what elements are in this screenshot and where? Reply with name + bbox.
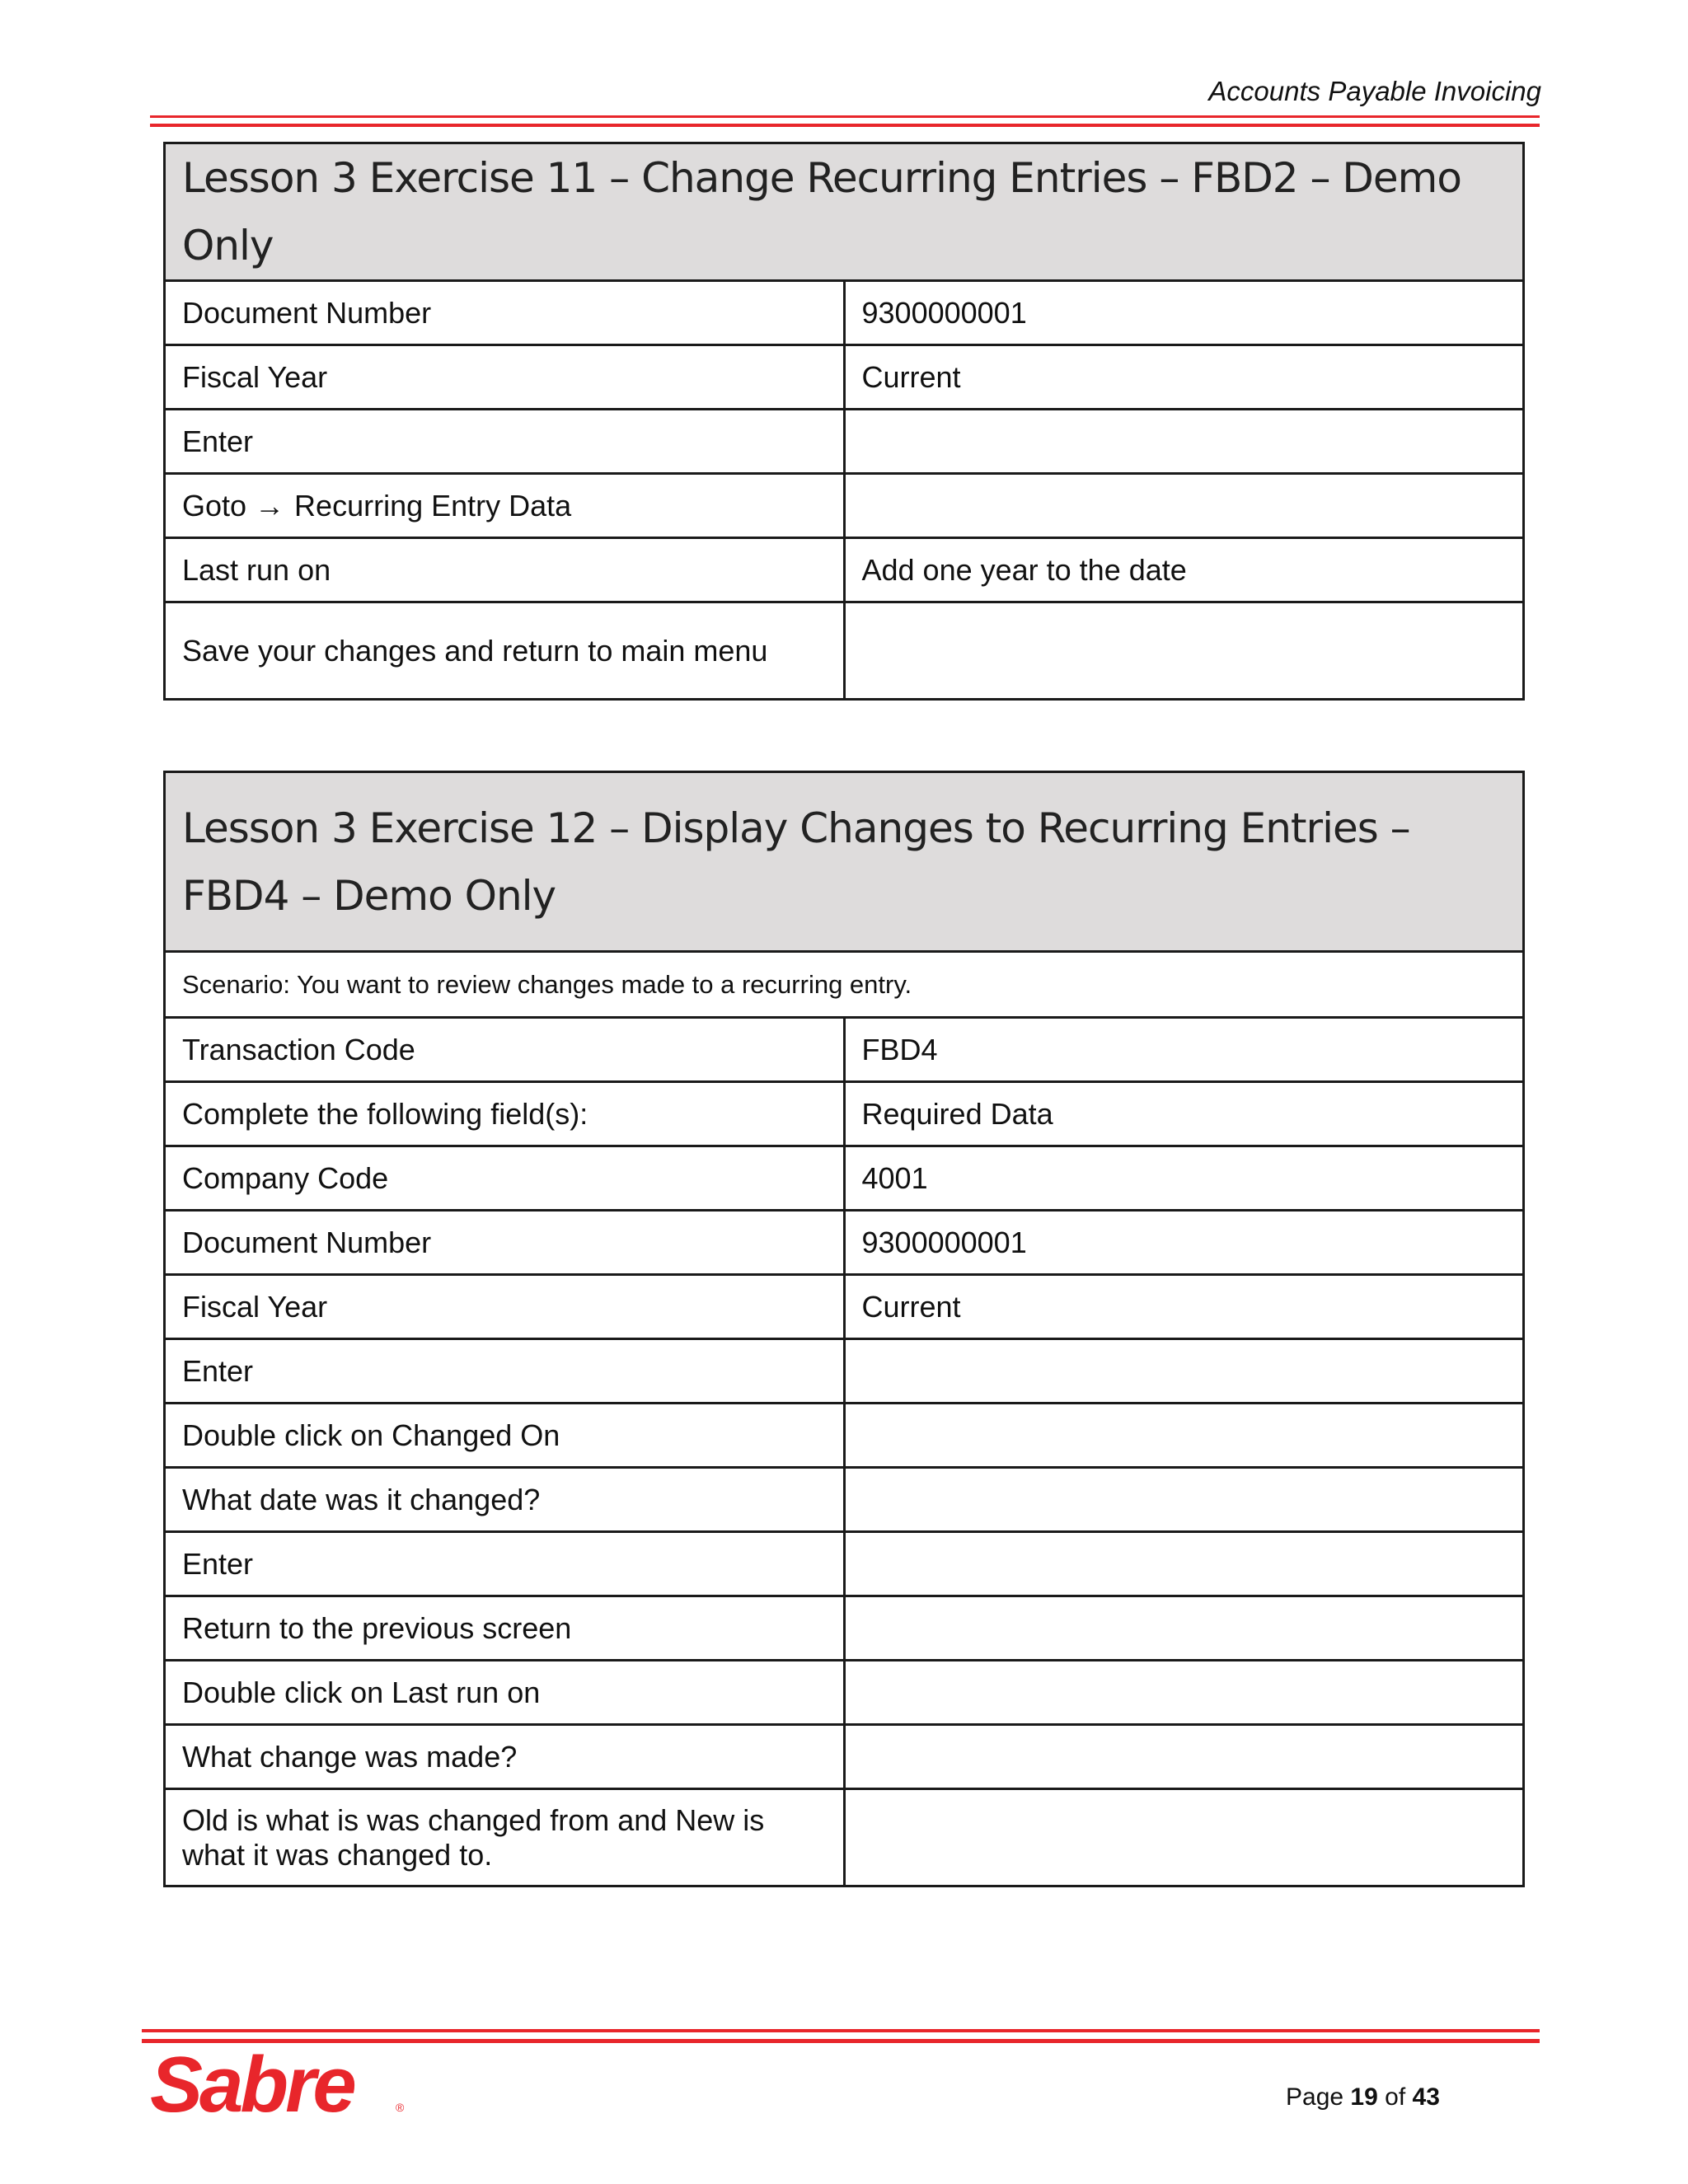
table-row [165, 1532, 1524, 1596]
row-value [844, 474, 1524, 538]
row-value: 9300000001 [844, 1211, 1524, 1275]
table-row [165, 1018, 1524, 1082]
row-value [844, 1725, 1524, 1789]
row-label: What change was made? [165, 1725, 845, 1789]
table-row [165, 1596, 1524, 1661]
row-value: Add one year to the date [844, 538, 1524, 602]
row-label: Enter [165, 1339, 845, 1404]
table-row [165, 1725, 1524, 1789]
table-row [165, 281, 1524, 345]
row-label: Fiscal Year [165, 345, 845, 410]
row-label: Enter [165, 410, 845, 474]
row-label: Transaction Code [165, 1018, 845, 1082]
row-value: Current [844, 1275, 1524, 1339]
of-label: of [1385, 2083, 1406, 2111]
row-label: Last run on [165, 538, 845, 602]
row-value [844, 1596, 1524, 1661]
row-label: Double click on Changed On [165, 1404, 845, 1468]
table-row [165, 1404, 1524, 1468]
row-label-goto [165, 474, 845, 538]
exercise-12-title: Lesson 3 Exercise 12 – Display Changes to Recurring Entries – FBD4 – Demo Only [165, 772, 1524, 952]
row-label: Save your changes and return to main menu [165, 602, 845, 700]
row-label: Return to the previous screen [165, 1596, 845, 1661]
row-value: 9300000001 [844, 281, 1524, 345]
row-value [844, 1404, 1524, 1468]
row-value: Required Data [844, 1082, 1524, 1146]
row-label: Document Number [165, 1211, 845, 1275]
row-value [844, 1661, 1524, 1725]
row-value: 4001 [844, 1146, 1524, 1211]
table-row [165, 1082, 1524, 1146]
table-row [165, 1468, 1524, 1532]
table-row [165, 1789, 1524, 1886]
row-label: Company Code [165, 1146, 845, 1211]
row-value: FBD4 [844, 1018, 1524, 1082]
arrow-right-icon: → [255, 488, 285, 523]
page-number [1286, 2083, 1440, 2111]
page-label: Page [1286, 2083, 1344, 2111]
header-rule-bottom [150, 124, 1540, 127]
row-label: Old is what is was changed from and New is what it was changed to. [165, 1789, 845, 1886]
exercise-12-table [163, 771, 1525, 1887]
registered-mark-icon: ® [396, 2101, 405, 2114]
goto-text: Goto [182, 488, 247, 523]
row-label: Enter [165, 1532, 845, 1596]
table-row [165, 410, 1524, 474]
table-row [165, 1211, 1524, 1275]
table-row [165, 1661, 1524, 1725]
current-page: 19 [1350, 2083, 1378, 2111]
header-rule-top [150, 115, 1540, 118]
row-label: Fiscal Year [165, 1275, 845, 1339]
row-label: What date was it changed? [165, 1468, 845, 1532]
row-value [844, 1532, 1524, 1596]
total-pages: 43 [1412, 2083, 1440, 2111]
table-row [165, 1275, 1524, 1339]
goto-target-text: Recurring Entry Data [294, 488, 572, 523]
exercise-11-title: Lesson 3 Exercise 11 – Change Recurring Entries – FBD2 – Demo Only [165, 143, 1524, 281]
row-label: Document Number [165, 281, 845, 345]
footer-rule-top [142, 2029, 1540, 2032]
row-value: Current [844, 345, 1524, 410]
row-value [844, 602, 1524, 700]
table-row [165, 538, 1524, 602]
row-label: Double click on Last run on [165, 1661, 845, 1725]
row-value [844, 1789, 1524, 1886]
table-row [165, 345, 1524, 410]
table-row [165, 1146, 1524, 1211]
row-value [844, 1339, 1524, 1404]
table-row [165, 1339, 1524, 1404]
scenario-text: Scenario: You want to review changes made to a recurring entry. [165, 952, 1524, 1018]
sabre-logo [148, 2036, 420, 2126]
table-row [165, 474, 1524, 538]
table-row [165, 602, 1524, 700]
document-header-title: Accounts Payable Invoicing [1208, 76, 1541, 106]
row-label: Complete the following field(s): [165, 1082, 845, 1146]
sabre-logo-text: Sabre [150, 2041, 354, 2126]
row-value [844, 410, 1524, 474]
row-value [844, 1468, 1524, 1532]
exercise-11-table [163, 142, 1525, 701]
